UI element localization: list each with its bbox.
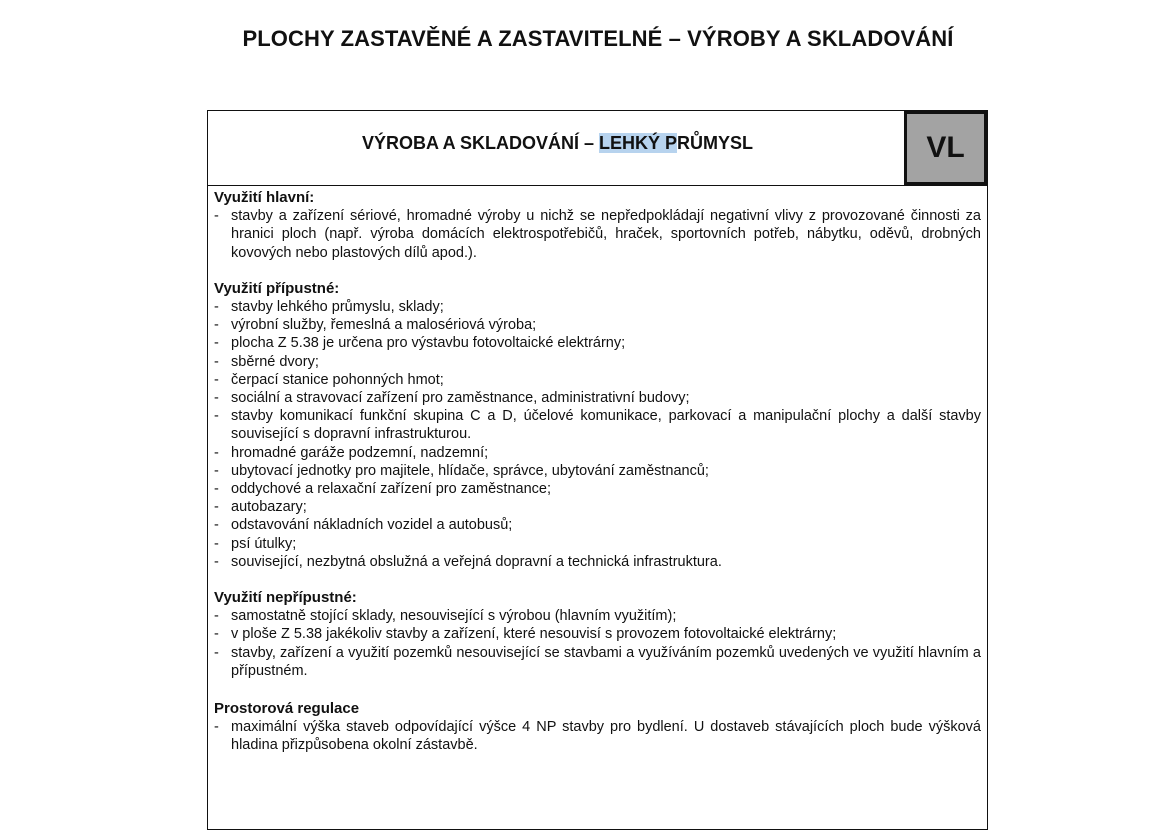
- dash-bullet: -: [214, 335, 219, 352]
- list-item-text: stavby a zařízení sériové, hromadné výroby u nichž se nepředpokládají negativní vlivy z provozované činnosti za hranici ploch (např. výroba domácích elektrospotřebičů, hraček, sportovních potřeb, nábytku, oděvů, drobných kovových nebo plastových dílů apod.).: [231, 208, 981, 261]
- table-header: [208, 111, 987, 186]
- section-heading: Využití nepřípustné:: [214, 589, 357, 607]
- dash-bullet: -: [214, 481, 219, 498]
- list-item-text: stavby lehkého průmyslu, sklady;: [231, 299, 444, 316]
- list-item-text: maximální výška staveb odpovídající výšce 4 NP stavby pro bydlení. U dostaveb stávajících ploch bude výšková hladina přizpůsobena okolní zástavbě.: [231, 719, 981, 754]
- list-item: [214, 625, 981, 643]
- list-item-text: samostatně stojící sklady, nesouvisející s výrobou (hlavním využitím);: [231, 608, 677, 625]
- list-item-text: oddychové a relaxační zařízení pro zaměstnance;: [231, 481, 551, 498]
- list-item-text: stavby, zařízení a využití pozemků nesouvisející se stavbami a využíváním pozemků uvedených ve využití hlavním a přípustném.: [231, 644, 981, 679]
- dash-bullet: -: [214, 719, 219, 736]
- page-title: PLOCHY ZASTAVĚNÉ A ZASTAVITELNÉ – VÝROBY A SKLADOVÁNÍ: [242, 26, 954, 51]
- list-item: [214, 334, 981, 352]
- section-heading: Využití hlavní:: [214, 189, 315, 206]
- dash-bullet: -: [214, 444, 219, 461]
- list-item: [214, 498, 981, 516]
- list-item: [214, 553, 981, 571]
- dash-bullet: -: [214, 644, 219, 661]
- list-item-text: sběrné dvory;: [231, 353, 319, 370]
- list-item-text: plocha Z 5.38 je určena pro výstavbu fotovoltaické elektrárny;: [231, 335, 626, 352]
- section-heading: Prostorová regulace: [214, 700, 360, 718]
- list-item: [214, 535, 981, 553]
- list-item-text: stavby komunikací funkční skupina C a D, účelové komunikace, parkovací a manipulační plochy a další stavby související s dopravní infrastrukturou.: [231, 408, 981, 443]
- list-item-text: čerpací stanice pohonných hmot;: [231, 371, 444, 388]
- regulation-table: [207, 110, 988, 830]
- dash-bullet: -: [214, 371, 219, 388]
- dash-bullet: -: [214, 462, 219, 479]
- list-item: [214, 353, 981, 371]
- list-item: [214, 462, 981, 480]
- dash-bullet: -: [214, 517, 219, 534]
- list-item-text: autobazary;: [231, 499, 307, 516]
- dash-bullet: -: [214, 208, 219, 225]
- list-item-text: hromadné garáže podzemní, nadzemní;: [231, 444, 489, 461]
- list-item: [214, 644, 981, 680]
- list-item: [214, 516, 981, 534]
- section-permitted-use: [214, 280, 981, 571]
- list-item-text: související, nezbytná obslužná a veřejná dopravní a technická infrastruktura.: [231, 553, 722, 570]
- dash-bullet: -: [214, 535, 219, 552]
- list-item: [214, 316, 981, 334]
- table-title: [208, 133, 907, 154]
- list-item-text: ubytovací jednotky pro majitele, hlídače, správce, ubytování zaměstnanců;: [231, 462, 709, 479]
- dash-bullet: -: [214, 353, 219, 370]
- dash-bullet: -: [214, 317, 219, 334]
- zone-code-badge: VL: [904, 111, 987, 185]
- list-item: [214, 718, 981, 754]
- list-item: [214, 407, 981, 443]
- list-item-text: psí útulky;: [231, 535, 297, 552]
- section-heading: Využití přípustné:: [214, 279, 340, 297]
- section-main-use: [214, 189, 981, 262]
- list-item-text: sociální a stravovací zařízení pro zaměstnance, administrativní budovy;: [231, 390, 690, 407]
- section-prohibited-use: [214, 589, 981, 680]
- dash-bullet: -: [214, 608, 219, 625]
- dash-bullet: -: [214, 626, 219, 643]
- dash-bullet: -: [214, 499, 219, 516]
- list-item: [214, 607, 981, 625]
- list-item: [214, 444, 981, 462]
- table-content: [208, 186, 987, 755]
- dash-bullet: -: [214, 408, 219, 425]
- table-title-suffix: RŮMYSL: [677, 133, 754, 153]
- selected-text-highlight[interactable]: LEHKÝ P: [599, 133, 678, 153]
- dash-bullet: -: [214, 390, 219, 407]
- list-item: [214, 389, 981, 407]
- section-spatial-regulation: [214, 700, 981, 755]
- list-item: [214, 480, 981, 498]
- list-item-text: v ploše Z 5.38 jakékoliv stavby a zařízení, které nesouvisí s provozem fotovoltaické elektrárny;: [231, 626, 837, 643]
- list-item-text: výrobní služby, řemeslná a malosériová výroba;: [231, 317, 537, 334]
- dash-bullet: -: [214, 553, 219, 570]
- list-item: [214, 298, 981, 316]
- table-title-prefix: VÝROBA A SKLADOVÁNÍ –: [361, 133, 599, 153]
- list-item: [214, 207, 981, 262]
- list-item-text: odstavování nákladních vozidel a autobusů;: [231, 517, 513, 534]
- dash-bullet: -: [214, 299, 219, 316]
- list-item: [214, 371, 981, 389]
